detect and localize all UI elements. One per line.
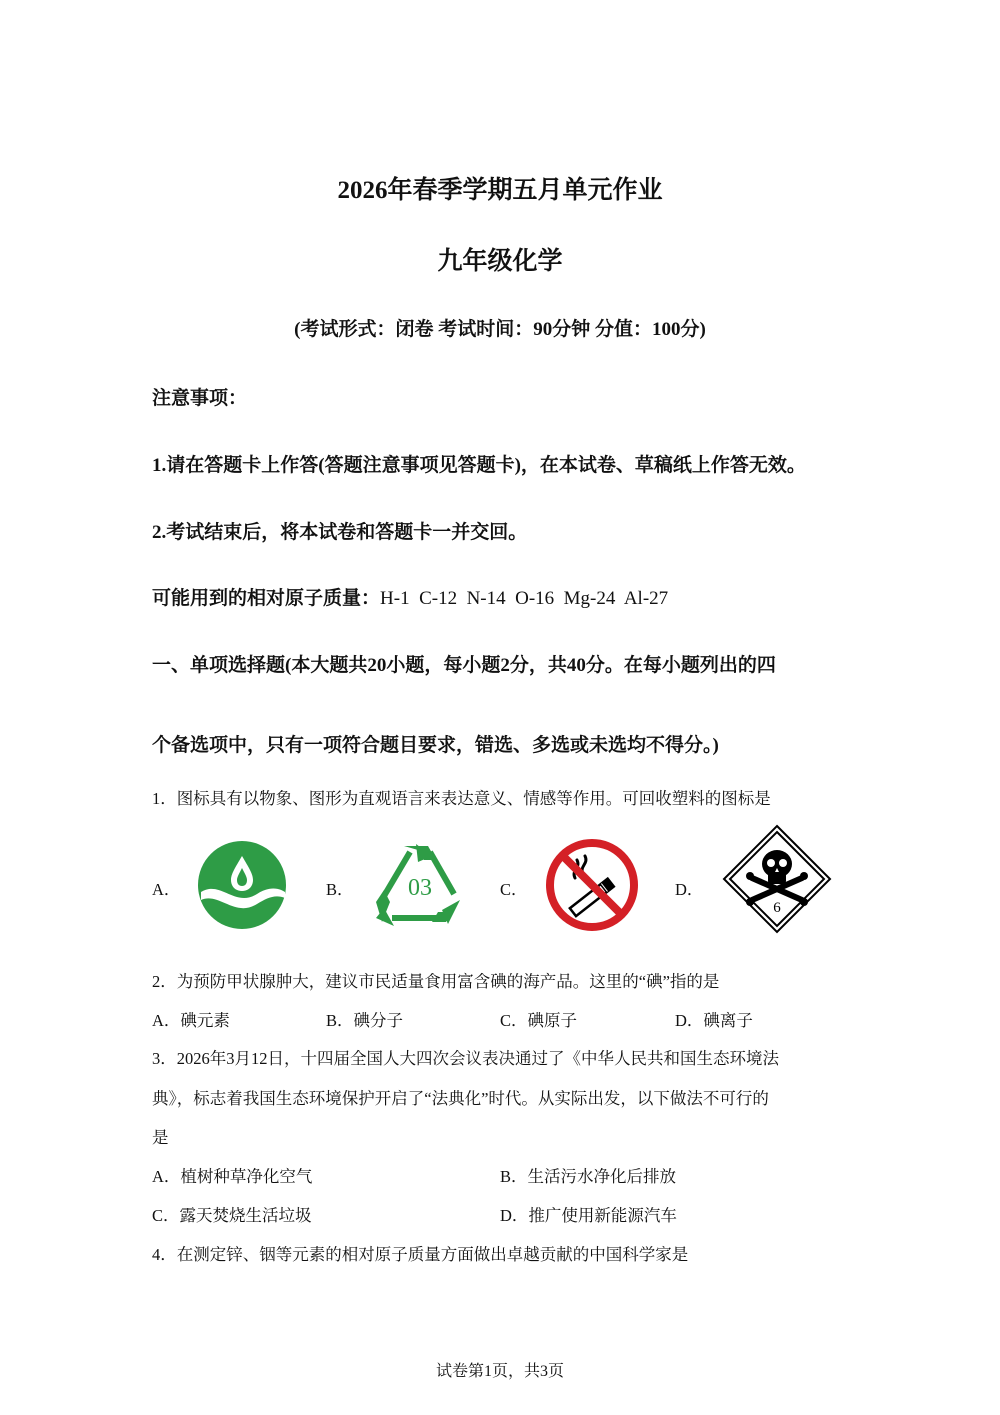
q3-option-b[interactable]: B．生活污水净化后排放 [500,1167,677,1186]
q3-option-a[interactable]: A．植树种草净化空气 [152,1167,313,1186]
q3-option-c[interactable]: C．露天焚烧生活垃圾 [152,1206,312,1225]
toxic-skull-icon [722,824,832,934]
q1-option-d-label: D． [675,880,704,899]
q1-option-a-label: A． [152,880,181,899]
q3-option-d[interactable]: D．推广使用新能源汽车 [500,1206,677,1225]
notice-heading: 注意事项： [152,388,248,409]
atomic-mass-label: 可能用到的相对原子质量： [152,588,381,609]
q2-option-a[interactable]: A．碘元素 [152,1011,230,1030]
notice-item-2: 2.考试结束后，将本试卷和答题卡一并交回。 [152,522,528,543]
exam-info: (考试形式：闭卷 考试时间：90分钟 分值：100分) [294,319,706,340]
q1-option-c-label: C． [500,880,528,899]
atomic-mass-line [152,583,668,610]
q2-stem: 2．为预防甲状腺肿大，建议市民适量食用富含碘的海产品。这里的“碘”指的是 [152,972,720,991]
water-saving-icon [195,840,289,930]
q4-stem: 4．在测定锌、铟等元素的相对原子质量方面做出卓越贡献的中国科学家是 [152,1245,689,1264]
q3-stem-line3: 是 [152,1128,169,1147]
q2-option-c[interactable]: C．碘原子 [500,1011,578,1030]
q1-option-b-icon[interactable] [372,838,468,930]
no-smoking-icon [545,838,639,932]
page-footer: 试卷第1页，共3页 [435,1363,564,1380]
exam-title: 2026年春季学期五月单元作业 [337,177,663,204]
q3-stem-line1: 3．2026年3月12日，十四届全国人大四次会议表决通过了《中华人民共和国生态环境法 [152,1049,779,1068]
section1-heading-line1: 一、单项选择题(本大题共20小题，每小题2分，共40分。在每小题列出的四 [152,655,776,676]
q2-option-d[interactable]: D．碘离子 [675,1011,753,1030]
q3-stem-line2: 典》，标志着我国生态环境保护开启了“法典化”时代。从实际出发，以下做法不可行的 [152,1089,769,1108]
q1-option-d-icon[interactable] [722,824,832,934]
q1-stem: 1．图标具有以物象、图形为直观语言来表达意义、情感等作用。可回收塑料的图标是 [152,789,771,808]
exam-subtitle: 九年级化学 [437,248,563,275]
q2-option-b[interactable]: B．碘分子 [326,1011,404,1030]
recycle-plastic-icon [372,838,468,930]
q1-option-a-icon[interactable] [195,840,289,930]
q1-option-b-label: B． [326,880,354,899]
section1-heading-line2: 个备选项中，只有一项符合题目要求，错选、多选或未选均不得分。) [152,735,719,756]
notice-item-1: 1.请在答题卡上作答(答题注意事项见答题卡)，在本试卷、草稿纸上作答无效。 [152,455,806,476]
toxic-class-text: 6 [773,900,781,916]
atomic-mass-values: H-1 C-12 N-14 O-16 Mg-24 Al-27 [380,588,669,609]
q1-option-c-icon[interactable] [545,838,639,932]
recycle-code-text: 03 [408,875,432,901]
